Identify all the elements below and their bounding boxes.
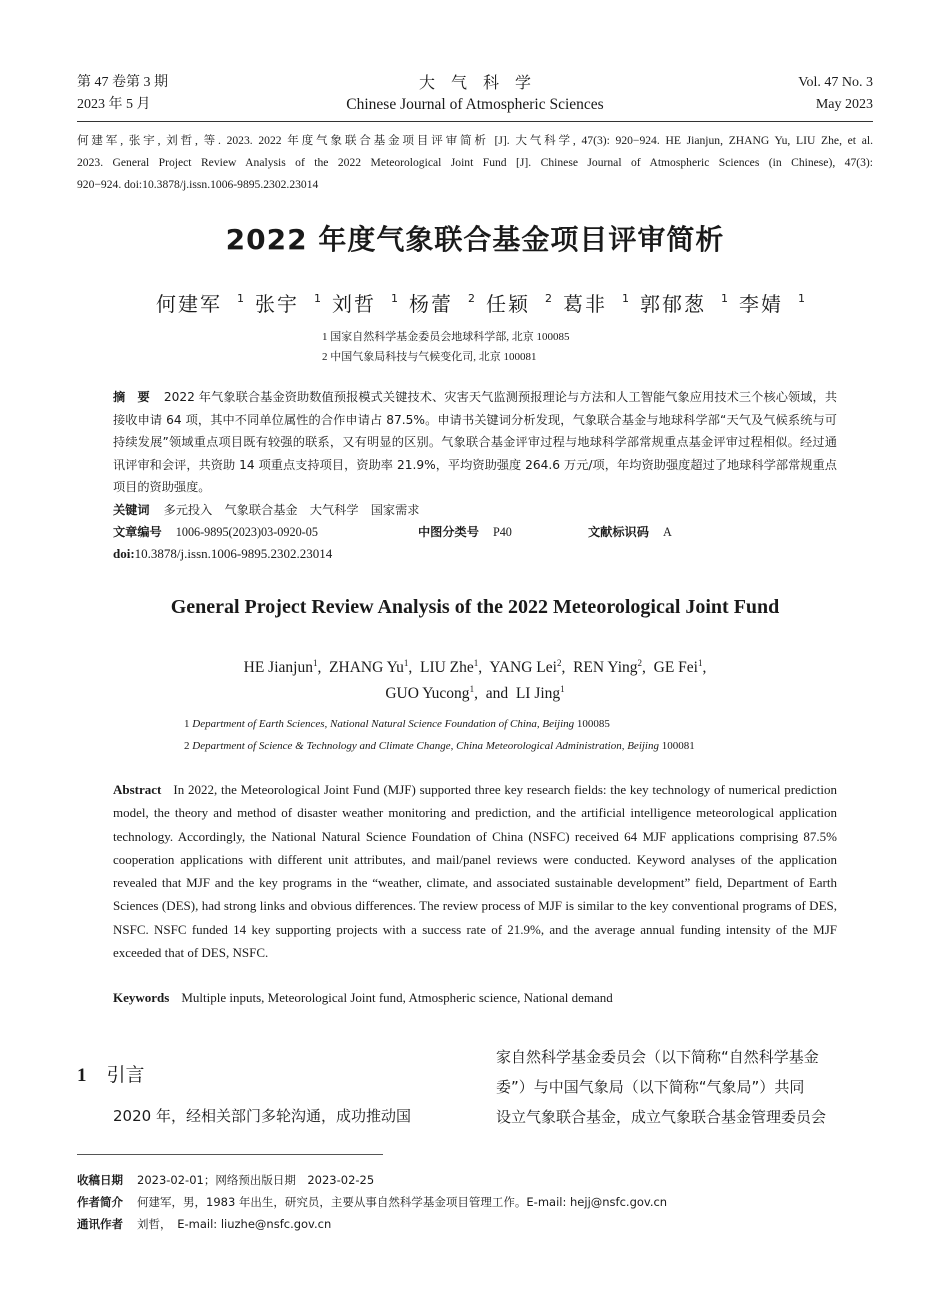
author-cn-affiliation-mark: 2	[468, 292, 475, 305]
abstract-cn	[113, 386, 837, 499]
author-cn-affiliation-mark: 1	[391, 292, 398, 305]
paper-title-cn: 2022 年度气象联合基金项目评审简析	[225, 223, 725, 256]
clc-row	[418, 521, 512, 544]
author-separator: ,	[702, 659, 707, 677]
author-cn-affiliation-mark: 2	[545, 292, 552, 305]
author-en-affiliation-mark: 1	[469, 684, 475, 694]
header-rule	[77, 121, 873, 122]
citation-line-1: 何建军, 张宇, 刘哲, 等. 2023. 2022 年度气象联合基金项目评审简析 [J]. 大气科学, 47(3): 920−924. HE Jianjun, ZHANG Yu, LIU Zhe, et al.	[77, 134, 873, 147]
author-en: LI Jing	[515, 685, 561, 703]
footnote-rule	[77, 1154, 383, 1155]
keywords-cn	[113, 499, 837, 522]
affiliation-cn-1: 1 国家自然科学基金委员会地球科学部, 北京 100085	[322, 331, 570, 343]
journal-name-en: Chinese Journal of Atmospheric Sciences	[346, 96, 604, 113]
abstract-en-label: Abstract	[113, 782, 162, 797]
author-en-affiliation-mark: 2	[556, 658, 562, 668]
clc-label: 中图分类号	[418, 525, 479, 539]
corr-value: 刘哲， E-mail: liuzhe@nsfc.gov.cn	[137, 1217, 332, 1231]
author-cn: 任颖	[486, 292, 530, 316]
affiliation-en-1	[184, 713, 610, 735]
footnote-corresponding	[77, 1212, 331, 1236]
author-en-affiliation-mark: 1	[403, 658, 409, 668]
citation-line-3: 920−924. doi:10.3878/j.issn.1006-9895.2302.23014	[77, 178, 319, 191]
author-en: LIU Zhe	[419, 659, 474, 677]
body-left-column: 2020 年，经相关部门多轮沟通，成功推动国	[113, 1107, 411, 1125]
header-volume-cn: 第 47 卷第 3 期	[77, 75, 168, 90]
doi-label: doi:	[113, 546, 135, 561]
author-cn: 张宇	[255, 292, 299, 316]
header-date-en: May 2023	[815, 97, 873, 112]
doc-code-row	[588, 521, 672, 544]
section-heading	[77, 1060, 145, 1087]
doc-code-label: 文献标识码	[588, 525, 649, 539]
section-title: 引言	[106, 1064, 145, 1086]
author-cn: 郭郁葱	[640, 292, 706, 316]
keywords-en	[113, 986, 837, 1009]
keywords-cn-text: 多元投入 气象联合基金 大气科学 国家需求	[163, 503, 420, 517]
doi-row	[113, 543, 837, 566]
author-list-cn	[0, 288, 950, 317]
author-cn: 杨蕾	[409, 292, 453, 316]
author-en-affiliation-mark: 1	[473, 658, 479, 668]
affiliation-en-2-zip: 100081	[661, 740, 695, 752]
author-cn: 何建军	[156, 292, 222, 316]
author-en: GE Fei	[653, 659, 698, 677]
abstract-cn-label: 摘 要	[113, 390, 150, 404]
affiliation-en-2-num: 2	[184, 740, 190, 752]
author-en-affiliation-mark: 2	[637, 658, 643, 668]
author-separator: ,	[561, 659, 574, 677]
author-separator: ,	[408, 659, 420, 677]
author-cn: 葛非	[563, 292, 607, 316]
clc-value: P40	[492, 525, 512, 539]
paper-title-en: General Project Review Analysis of the 2022 Meteorological Joint Fund	[170, 596, 780, 618]
author-separator: , and	[474, 685, 516, 703]
author-en: REN Ying	[573, 659, 638, 677]
author-en: YANG Lei	[489, 659, 557, 677]
author-en: ZHANG Yu	[329, 659, 404, 677]
abstract-cn-text: 2022 年气象联合基金资助数值预报模式关键技术、灾害天气监测预报理论与方法和人工智能气象应用技术三个核心领域，共接收申请 64 项，其中不同单位属性的合作申请占 87.5%。申请书关键词分析发现，气象联合基金与地球科学部“天气及气候系统与可持续发展”领域重点项目既有较强的联系，又有明显的区别。气象联合基金评审过程与地球科学部常规重点基金评审过程相似。经过通讯评审和会评，共资助 14 项重点支持项目，资助率 21.9%，平均资助强度 264.6 万元/项，年均资助强度超过了地球科学部常规重点项目的资助强度。	[113, 390, 838, 494]
bio-value: 何建军，男，1983 年出生，研究员，主要从事自然科学基金项目管理工作。E-mail: hejj@nsfc.gov.cn	[137, 1195, 668, 1209]
author-cn: 刘哲	[332, 292, 376, 316]
author-cn: 李婧	[739, 292, 783, 316]
affiliation-en-1-text: Department of Earth Sciences, National Natural Science Foundation of China, Beijing	[192, 718, 575, 730]
author-cn-affiliation-mark: 1	[721, 292, 728, 305]
author-en: HE Jianjun	[243, 659, 313, 677]
author-list-en-line-2	[0, 676, 950, 707]
author-cn-affiliation-mark: 1	[622, 292, 629, 305]
affiliation-en-2	[184, 735, 695, 757]
author-en-affiliation-mark: 1	[560, 684, 565, 694]
affiliation-en-2-text: Department of Science & Technology and Climate Change, China Meteorological Administration, Beijing	[192, 740, 659, 752]
body-right-line-3: 设立气象联合基金，成立气象联合基金管理委员会	[496, 1108, 827, 1126]
citation-line-2: 2023. General Project Review Analysis of the 2022 Meteorological Joint Fund [J]. Chinese Journal of Atmospheric Sciences (in Chinese), 47(3):	[77, 156, 873, 169]
abstract-en	[113, 778, 837, 964]
abstract-en-text: In 2022, the Meteorological Joint Fund (MJF) supported three key research fields: the key technology of numerical prediction model, the theory and method of disaster weather monitoring and prediction, and the artificial intelligence meteorological application technology. Accordingly, the National Natural Science Foundation of China (NSFC) received 64 MJF applications comprising 87.5% cooperation applications with different unit attributes, and mail/panel reviews were conducted. Keyword analyses of the application revealed that MJF and the key programs in the “weather, climate, and associated sustainable development” field, Department of Earth Sciences (DES), had strong links and obvious differences. The review process of MJF is similar to the key conventional programs of DES, NSFC. NSFC funded 14 key supporting projects with a success rate of 21.9%, and the average annual funding intensity of the MJF exceeded that of DES, NSFC.	[113, 782, 837, 961]
footnote-author-bio	[77, 1190, 667, 1214]
author-separator: ,	[317, 659, 330, 677]
bio-label: 作者简介	[77, 1195, 123, 1209]
doc-code-value: A	[662, 525, 672, 539]
affiliation-en-1-zip: 100085	[576, 718, 610, 730]
author-cn-affiliation-mark: 1	[314, 292, 321, 305]
section-number: 1	[77, 1065, 87, 1086]
keywords-en-label: Keywords	[113, 990, 170, 1005]
body-right-line-1: 家自然科学基金委员会（以下简称“自然科学基金	[496, 1048, 819, 1066]
received-label: 收稿日期	[77, 1173, 123, 1187]
header-date-cn: 2023 年 5 月	[77, 97, 151, 112]
corr-label: 通讯作者	[77, 1217, 123, 1231]
author-en-affiliation-mark: 1	[697, 658, 703, 668]
article-no-label: 文章编号	[113, 525, 162, 539]
author-en: GUO Yucong	[385, 685, 470, 703]
author-separator: ,	[642, 659, 654, 677]
author-cn-affiliation-mark: 1	[237, 292, 244, 305]
journal-name-cn: 大 气 科 学	[418, 73, 531, 92]
body-right-line-2: 委”）与中国气象局（以下简称“气象局”）共同	[496, 1078, 805, 1096]
received-value: 2023-02-01；网络预出版日期 2023-02-25	[137, 1173, 375, 1187]
footnote-received	[77, 1168, 374, 1192]
header-volume-en: Vol. 47 No. 3	[798, 75, 873, 90]
affiliation-cn-2: 2 中国气象局科技与气候变化司, 北京 100081	[322, 351, 537, 363]
affiliation-en-1-num: 1	[184, 718, 190, 730]
article-no-value: 1006-9895(2023)03-0920-05	[175, 525, 318, 539]
author-cn-affiliation-mark: 1	[798, 292, 805, 305]
author-en-affiliation-mark: 1	[312, 658, 318, 668]
keywords-en-text: Multiple inputs, Meteorological Joint fund, Atmospheric science, National demand	[181, 990, 613, 1005]
author-separator: ,	[478, 659, 490, 677]
doi-value: 10.3878/j.issn.1006-9895.2302.23014	[134, 546, 333, 561]
keywords-cn-label: 关键词	[113, 503, 150, 517]
